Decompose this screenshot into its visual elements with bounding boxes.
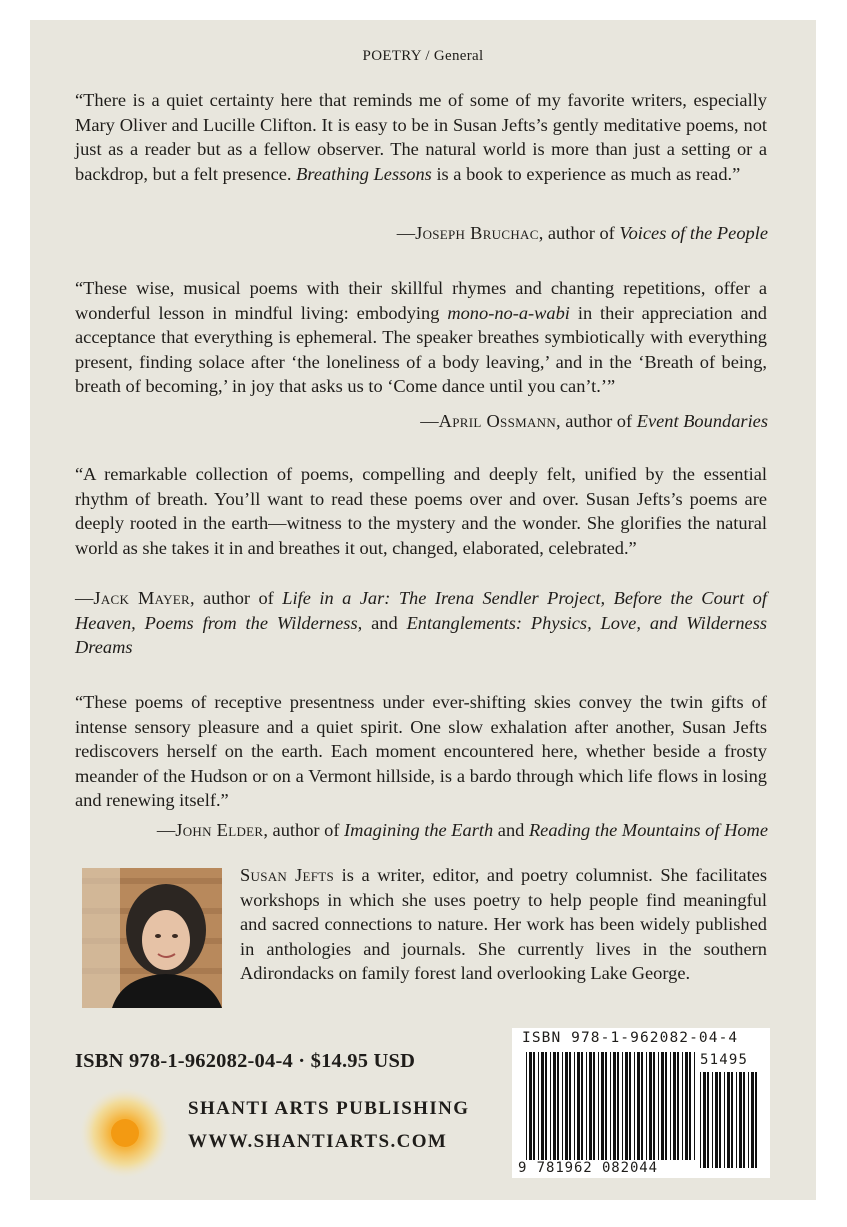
review-quote-2: “These wise, musical poems with their skillful rhymes and chanting repetitions, offer a wonderful lesson in mindful living: embodying mono-no-a-wabi in their appreciation and acceptance that everything is ephemeral. The speaker breathes symbiotically with everything present, finding solace after ‘the loneliness of a body leaving,’ and in the ‘Breath of being, breath of becoming,’ in joy that asks us to ‘Come dance until you can’t.’” [75,278,767,396]
barcode-stripe [665,1052,667,1160]
barcode-stripe [617,1052,619,1160]
barcode-stripe [712,1072,713,1168]
barcode-stripe [565,1052,568,1160]
barcode-digits: 9 781962 082044 [518,1160,658,1176]
barcode-stripe [526,1052,527,1160]
publisher-website: WWW.SHANTIARTS.COM [188,1131,448,1152]
barcode-stripe [685,1052,688,1160]
barcode-stripe [625,1052,628,1160]
barcode-stripe [743,1072,745,1168]
barcode-stripe [649,1052,652,1160]
barcode-stripe [598,1052,599,1160]
barcode-stripe [601,1052,604,1160]
barcode-stripe [719,1072,721,1168]
barcode-stripe [634,1052,635,1160]
barcode-stripe [605,1052,607,1160]
barcode-stripe [533,1052,535,1160]
barcode-stripe [670,1052,671,1160]
barcode-stripe [589,1052,592,1160]
barcode-stripe [715,1072,718,1168]
barcode-stripe [673,1052,676,1160]
barcode-stripe [682,1052,683,1160]
barcode-stripe [586,1052,587,1160]
barcode-stripe [661,1052,664,1160]
barcode-stripe [703,1072,706,1168]
back-cover [30,20,816,1200]
barcode-stripe [557,1052,559,1160]
barcode-stripe [707,1072,709,1168]
barcode-stripe [724,1072,725,1168]
barcode-stripe [694,1052,695,1160]
category-label: POETRY / General [362,48,484,64]
barcode-stripe [613,1052,616,1160]
isbn-price-line: ISBN 978-1-962082-04-4 · $14.95 USD [75,1050,416,1072]
barcode [512,1028,770,1178]
barcode-stripe [562,1052,563,1160]
barcode-stripe [622,1052,623,1160]
review-attribution-1: —Joseph Bruchac, author of Voices of the People [396,223,768,243]
publisher-block [188,1092,469,1158]
barcode-stripe [748,1072,749,1168]
barcode-stripe [739,1072,742,1168]
barcode-stripe [677,1052,679,1160]
barcode-stripe [629,1052,631,1160]
author-bio: Susan Jefts is a writer, editor, and poetry columnist. She facilitates workshops in which she uses poetry to help people find meaningful and sacred connections to nature. Her work has been widely published in anthologies and journals. She currently lives in the southern Adirondacks on family forest land overlooking Lake George. [240,865,767,983]
barcode-bars [526,1052,698,1160]
barcode-stripe [553,1052,556,1160]
review-attribution-3: —Jack Mayer, author of Life in a Jar: The Irena Sendler Project, Before the Court of Heaven, Poems from the Wilderness, and Entanglements: Physics, Love, and Wilderness Dreams [75,588,768,657]
barcode-stripe [731,1072,733,1168]
barcode-stripe [538,1052,539,1160]
author-portrait-image [82,868,222,1008]
barcode-stripe [545,1052,547,1160]
barcode-stripe [755,1072,757,1168]
publisher-sun-logo-icon [80,1088,170,1178]
publisher-name: SHANTI ARTS PUBLISHING [188,1098,470,1119]
review-quote-4: “These poems of receptive presentness under ever-shifting skies convey the twin gifts of intense sensory pleasure and a quiet spirit. One slow exhalation after another, Susan Jefts rediscovers herself on the earth. Each moment encountered here, whether beside a frosty meander of the Hudson or on a Vermont hillside, is a bardo through which life flows in losing and renewing itself.” [75,692,767,810]
barcode-isbn-label: ISBN 978-1-962082-04-4 [522,1030,739,1046]
review-attribution-4: —John Elder, author of Imagining the Earth and Reading the Mountains of Home [156,820,768,840]
barcode-stripe [569,1052,571,1160]
barcode-stripe [658,1052,659,1160]
barcode-stripe [550,1052,551,1160]
barcode-stripe [541,1052,544,1160]
barcode-stripe [581,1052,583,1160]
barcode-stripe [610,1052,611,1160]
barcode-stripe [653,1052,655,1160]
review-quote-3: “A remarkable collection of poems, compelling and deeply felt, unified by the essential rhythm of breath. You’ll want to read these poems over and over. Susan Jefts’s poems are deeply rooted in the earth—witness to the mystery and the wonder. She glorifies the natural world as she takes it in and breathes it out, changed, elaborated, celebrated.” [75,464,767,558]
barcode-stripe [751,1072,754,1168]
barcode-stripe [700,1072,701,1168]
barcode-stripe [529,1052,532,1160]
barcode-stripe [574,1052,575,1160]
barcode-stripe [727,1072,730,1168]
barcode-stripe [641,1052,643,1160]
review-quote-1: “There is a quiet certainty here that reminds me of some of my favorite writers, especially Mary Oliver and Lucille Clifton. It is easy to be in Susan Jefts’s gently meditative poems, not just as a reader but as a fellow observer. The natural world is more than just a setting or a backdrop, but a felt presence. Breathing Lessons is a book to experience as much as read.” [75,90,767,184]
barcode-stripe [736,1072,737,1168]
author-photo [82,868,222,1008]
barcode-stripe [637,1052,640,1160]
review-attribution-2: —April Ossmann, author of Event Boundaries [420,411,768,431]
barcode-stripe [646,1052,647,1160]
barcode-stripe [577,1052,580,1160]
barcode-addon-bars [700,1072,762,1168]
barcode-price-code: 51495 [700,1052,749,1068]
barcode-stripe [593,1052,595,1160]
barcode-stripe [689,1052,691,1160]
